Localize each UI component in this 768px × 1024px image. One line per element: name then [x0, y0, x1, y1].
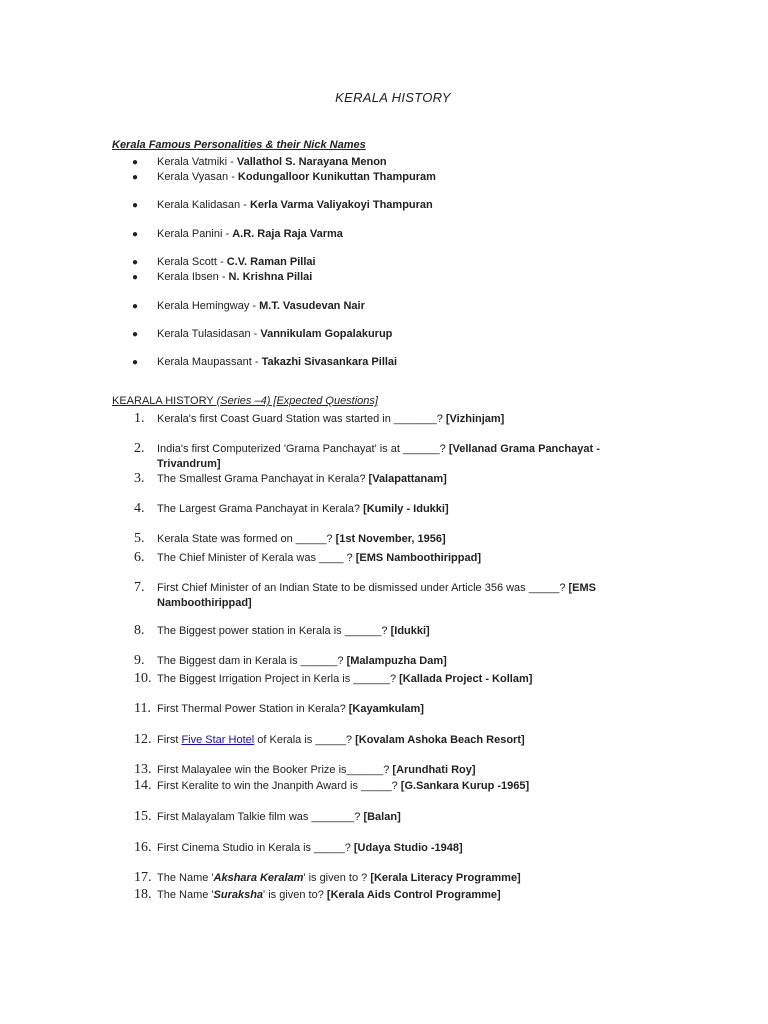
question-item — [132, 810, 632, 825]
question-text: First Malayalam Talkie film was _______? — [157, 811, 364, 823]
question-answer: [EMS Namboothirippad] — [157, 582, 596, 609]
question-answer: [Kovalam Ashoka Beach Resort] — [355, 734, 525, 746]
question-answer: [Balan] — [363, 811, 401, 823]
question-text: The Chief Minister of Kerala was ____ ? — [157, 552, 356, 564]
question-answer: [Malampuzha Dam] — [346, 655, 447, 667]
five-star-hotel-link[interactable]: Five Star Hotel — [181, 734, 255, 746]
item-label: Kerala Vatmiki - — [157, 156, 237, 168]
question-text: The Biggest Irrigation Project in Kerla is ______? — [157, 673, 400, 685]
question-number: 8. — [134, 623, 145, 638]
question-text: India's first Computerized 'Grama Panchayat' is at ______? — [157, 443, 449, 455]
question-text: The Biggest dam in Kerala is ______? — [157, 655, 347, 667]
item-label: Kerala Tulasidasan - — [157, 328, 261, 340]
question-number: 4. — [134, 501, 145, 516]
bullet-icon: ● — [132, 200, 139, 211]
question-number: 6. — [134, 550, 145, 565]
question-text: ' is given to ? — [303, 872, 371, 884]
question-text: First Malayalee win the Booker Prize is______? — [157, 764, 393, 776]
question-number: 3. — [134, 471, 145, 486]
question-item — [132, 763, 632, 778]
question-number: 11. — [134, 701, 151, 716]
heading-sub: (Series –4) [Expected Questions] — [216, 395, 378, 407]
question-item — [132, 502, 632, 517]
question-text: First Cinema Studio in Kerala is _____? — [157, 842, 354, 854]
bullet-icon: ● — [132, 172, 139, 183]
question-item — [132, 472, 632, 487]
question-item — [132, 841, 632, 856]
question-answer: [Idukki] — [390, 625, 430, 637]
item-label: Kerala Maupassant - — [157, 356, 262, 368]
item-answer: Takazhi Sivasankara Pillai — [261, 356, 398, 368]
bullet-icon: ● — [132, 157, 139, 168]
question-text-pre: First — [157, 734, 182, 746]
bullet-icon: ● — [132, 357, 139, 368]
question-answer: [Valapattanam] — [368, 473, 447, 485]
bullet-icon: ● — [132, 257, 139, 268]
question-answer: [G.Sankara Kurup -1965] — [400, 780, 530, 792]
question-number: 10. — [134, 671, 152, 686]
question-text: The Biggest power station in Kerala is ______? — [157, 625, 391, 637]
question-item — [132, 551, 632, 566]
question-text: of Kerala is _____? — [254, 734, 356, 746]
bullet-icon: ● — [132, 301, 139, 312]
question-number: 5. — [134, 531, 145, 546]
question-number: 18. — [134, 887, 152, 902]
question-number: 17. — [134, 870, 152, 885]
question-answer: [Vizhinjam] — [445, 413, 505, 425]
question-text-pre: The Name ' — [157, 872, 214, 884]
question-item — [132, 672, 632, 687]
item-answer: M.T. Vasudevan Nair — [259, 300, 365, 312]
page-title: KERALA HISTORY — [335, 90, 451, 105]
question-text: The Largest Grama Panchayat in Kerala? — [157, 503, 364, 515]
item-answer: A.R. Raja Raja Varma — [232, 228, 343, 240]
bullet-icon: ● — [132, 229, 139, 240]
question-item — [132, 733, 632, 748]
question-text: First Thermal Power Station in Kerala? — [157, 703, 349, 715]
question-answer: [Kayamkulam] — [348, 703, 424, 715]
item-label: Kerala Ibsen - — [157, 271, 229, 283]
item-answer: Vallathol S. Narayana Menon — [236, 156, 387, 168]
heading-main: KEARALA HISTORY — [112, 395, 217, 407]
question-emphasis: Suraksha — [213, 889, 264, 901]
item-label: Kerala Hemingway - — [157, 300, 260, 312]
question-item — [132, 581, 632, 611]
question-answer: [Kerala Aids Control Programme] — [326, 889, 501, 901]
question-answer: [Kallada Project - Kollam] — [399, 673, 533, 685]
question-item — [132, 871, 632, 886]
question-number: 13. — [134, 762, 152, 777]
question-item — [132, 654, 632, 669]
question-text: First Keralite to win the Jnanpith Award is _____? — [157, 780, 401, 792]
question-item — [132, 532, 632, 547]
question-number: 9. — [134, 653, 145, 668]
bullet-icon: ● — [132, 329, 139, 340]
question-item — [132, 412, 632, 427]
question-text: ' is given to? — [263, 889, 327, 901]
question-answer: [Kerala Literacy Programme] — [370, 872, 521, 884]
section-heading-questions — [112, 395, 378, 407]
question-number: 2. — [134, 441, 145, 456]
question-text: Kerala State was formed on _____? — [157, 533, 336, 545]
question-item — [132, 624, 632, 639]
section-heading-personalities: Kerala Famous Personalities & their Nick Names — [112, 139, 366, 151]
question-item — [132, 779, 632, 794]
question-answer: [Udaya Studio -1948] — [353, 842, 463, 854]
item-answer: Vannikulam Gopalakurup — [260, 328, 393, 340]
question-emphasis: Akshara Keralam — [213, 872, 304, 884]
bullet-icon: ● — [132, 272, 139, 283]
question-number: 15. — [134, 809, 152, 824]
question-number: 14. — [134, 778, 152, 793]
question-item — [132, 888, 632, 903]
question-text: First Chief Minister of an Indian State to be dismissed under Article 356 was _____? — [157, 582, 569, 594]
question-answer: [EMS Namboothirippad] — [355, 552, 481, 564]
question-number: 7. — [134, 580, 145, 595]
item-label: Kerala Kalidasan - — [157, 199, 250, 211]
question-item — [132, 442, 632, 472]
question-answer: [Kumily - Idukki] — [363, 503, 449, 515]
item-label: Kerala Panini - — [157, 228, 233, 240]
item-label: Kerala Vyasan - — [157, 171, 238, 183]
question-answer: [Vellanad Grama Panchayat - Trivandrum] — [157, 443, 600, 470]
question-text: Kerala's first Coast Guard Station was started in _______? — [157, 413, 446, 425]
item-answer: N. Krishna Pillai — [228, 271, 313, 283]
item-answer: Kerla Varma Valiyakoyi Thampuran — [249, 199, 433, 211]
question-number: 16. — [134, 840, 152, 855]
question-answer: [Arundhati Roy] — [392, 764, 476, 776]
item-label: Kerala Scott - — [157, 256, 227, 268]
question-item — [132, 702, 632, 717]
question-number: 12. — [134, 732, 152, 747]
item-answer: C.V. Raman Pillai — [226, 256, 316, 268]
question-text-pre: The Name ' — [157, 889, 214, 901]
item-answer: Kodungalloor Kunikuttan Thampuram — [237, 171, 436, 183]
question-text: The Smallest Grama Panchayat in Kerala? — [157, 473, 369, 485]
question-number: 1. — [134, 411, 145, 426]
question-answer: [1st November, 1956] — [335, 533, 446, 545]
